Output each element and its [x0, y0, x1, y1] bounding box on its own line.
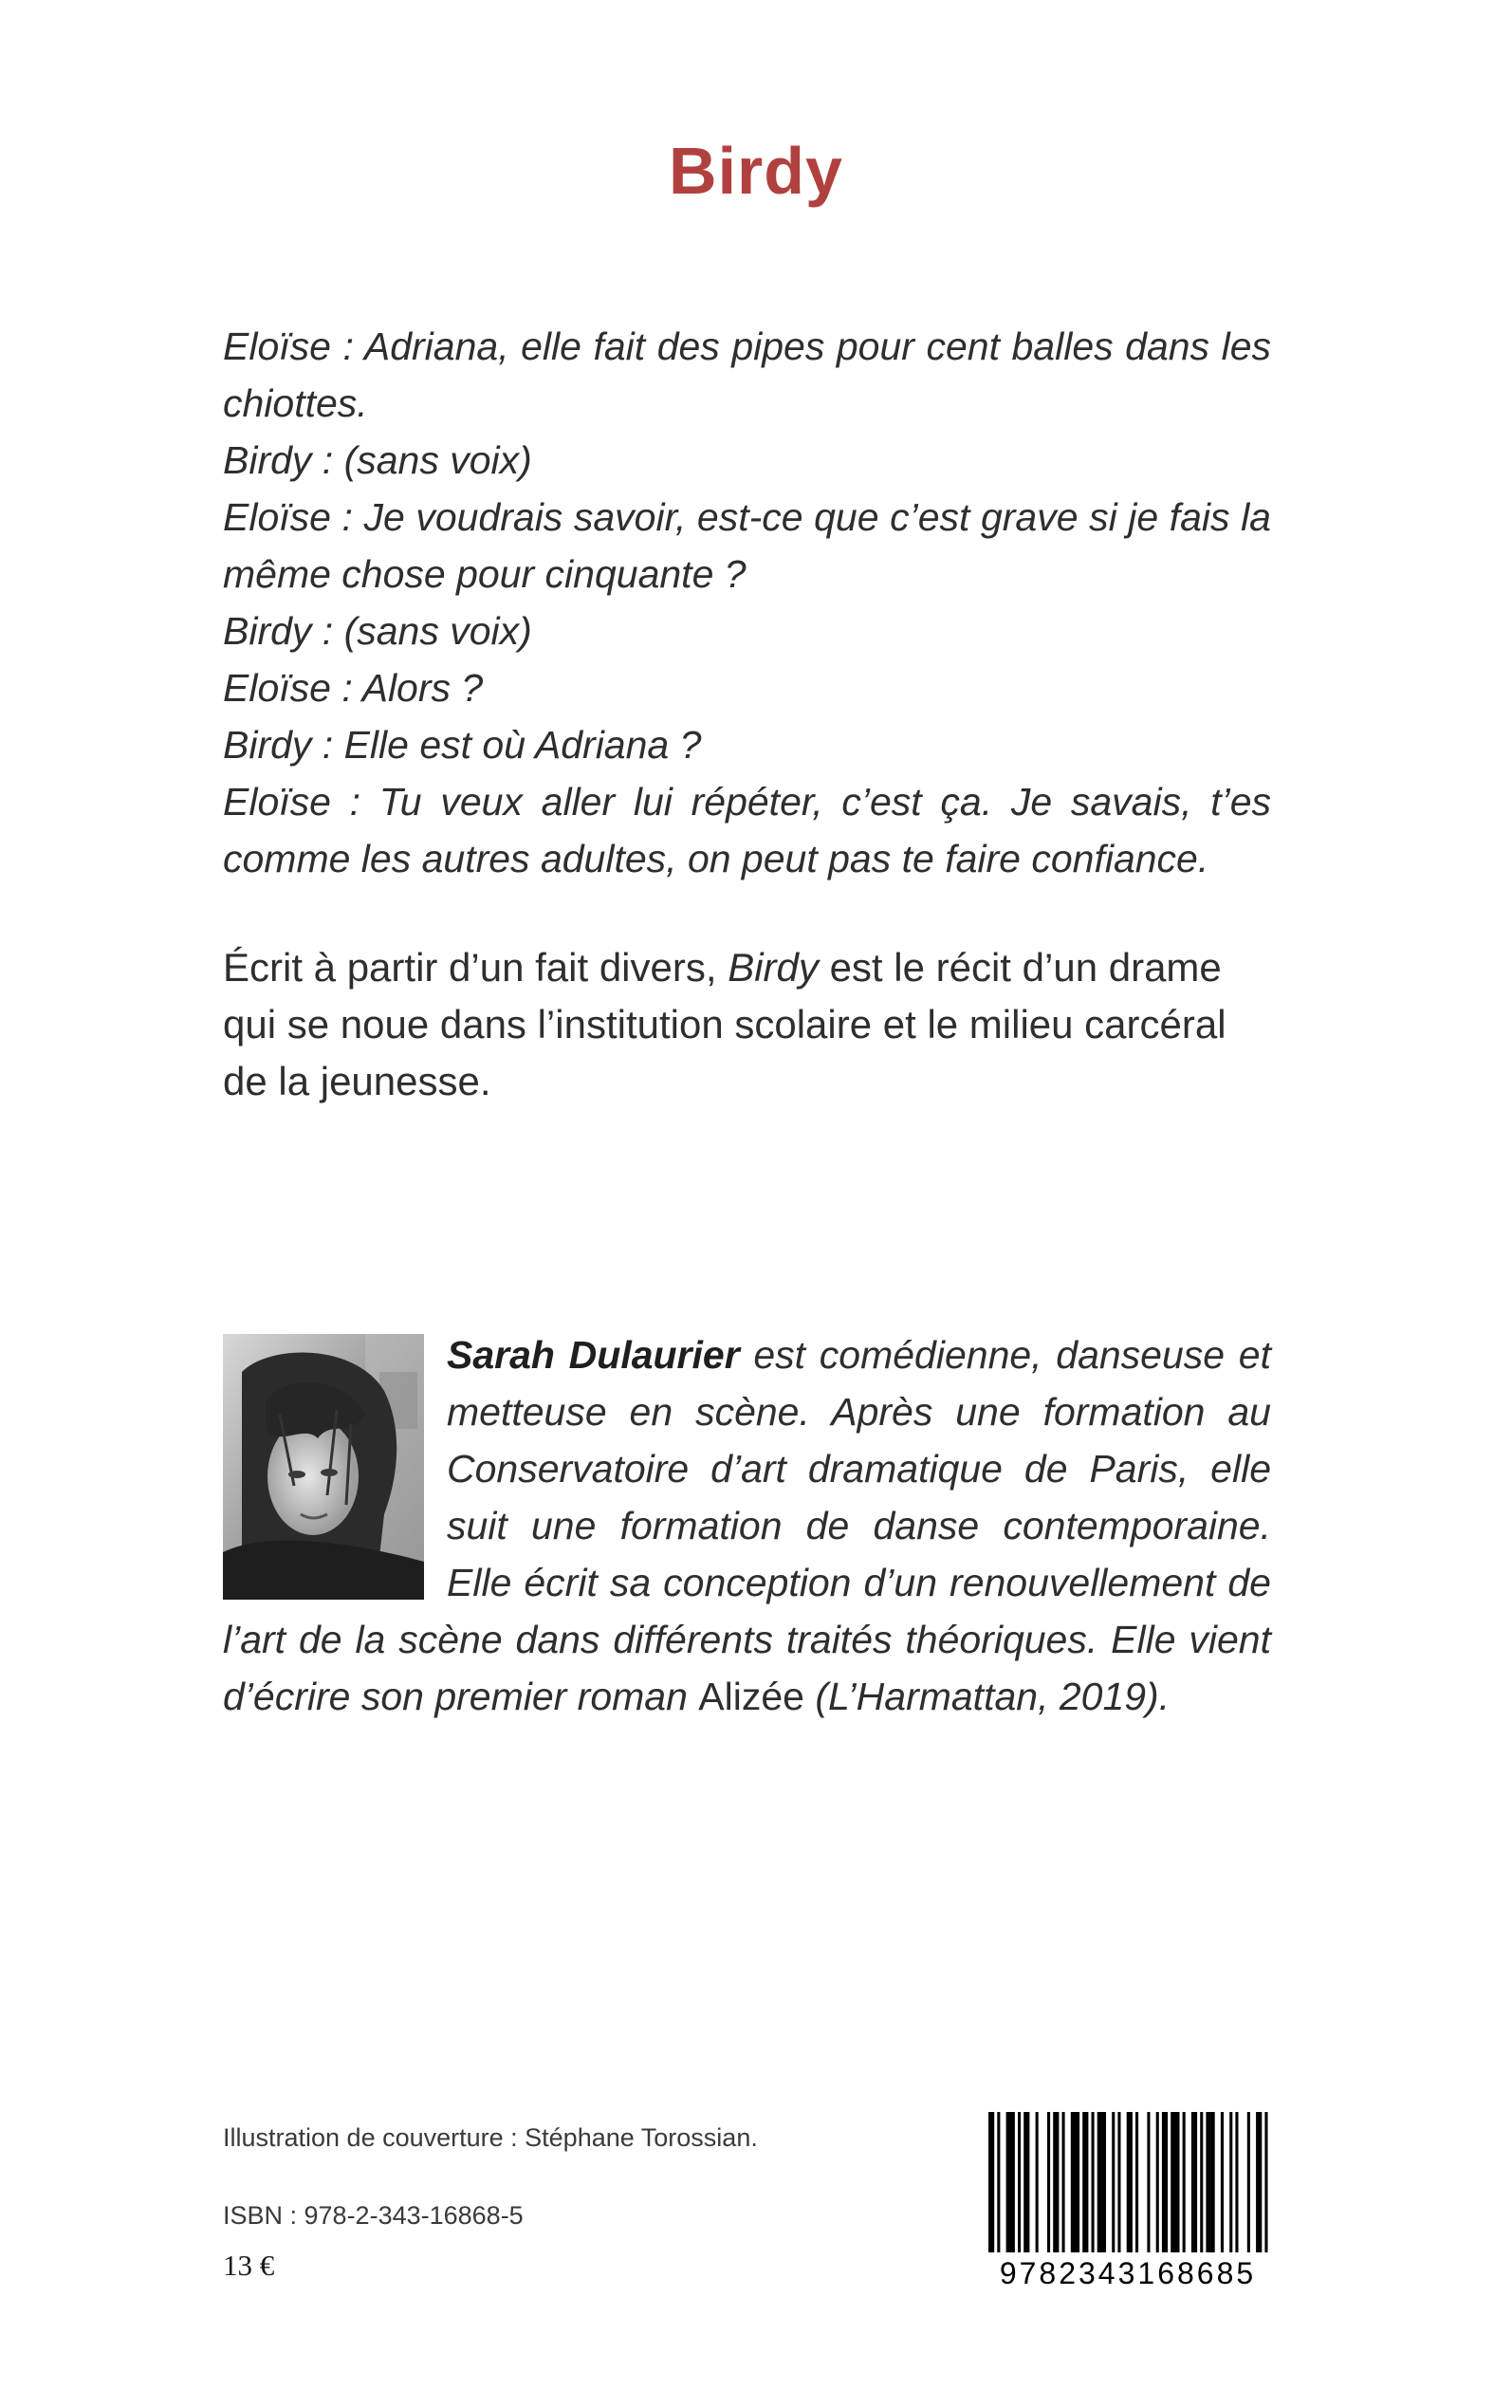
barcode-bar	[1229, 2112, 1232, 2254]
excerpt-line: Birdy : Elle est où Adriana ?	[223, 723, 702, 767]
barcode-bar	[1053, 2112, 1059, 2254]
barcode-bar	[988, 2112, 994, 2254]
barcode-bar	[1206, 2112, 1214, 2254]
isbn: ISBN : 978-2-343-16868-5	[223, 2201, 524, 2230]
barcode-bar	[1191, 2112, 1197, 2254]
dialogue-excerpt	[223, 318, 1271, 887]
book-summary	[223, 939, 1271, 1110]
barcode-bar	[1156, 2112, 1159, 2254]
barcode-bar	[1200, 2112, 1203, 2254]
bio-text: est comédienne, danseuse et metteuse en scène. Après une formation au Conservatoire d’art dramatique de Paris, elle suit une formation de danse contemporaine. Elle écrit sa conception d’un renouvellement de l’art de la scène dans différents traités théoriques. Elle vient d’écrire son premier roman	[223, 1333, 1271, 1718]
excerpt-line: Birdy : (sans voix)	[223, 609, 532, 653]
barcode-bar	[1183, 2112, 1186, 2254]
barcode-bar	[1264, 2112, 1267, 2254]
barcode-bar	[997, 2112, 1000, 2254]
author-name: Sarah Dulaurier	[447, 1333, 740, 1377]
book-title: Birdy	[669, 134, 843, 208]
barcode-bar	[1135, 2112, 1138, 2254]
barcode-bar	[1117, 2112, 1120, 2254]
barcode-bar	[1018, 2112, 1021, 2254]
author-bio	[223, 1326, 1271, 1725]
barcode-bar	[1247, 2112, 1250, 2254]
barcode-bar	[1062, 2112, 1065, 2254]
author-portrait-image	[223, 1334, 424, 1600]
barcode-bar	[1023, 2112, 1029, 2254]
excerpt-line: Eloïse : Alors ?	[223, 666, 484, 710]
barcode-bar	[1047, 2112, 1050, 2254]
barcode-bar	[1006, 2112, 1015, 2254]
barcode-bar	[1112, 2112, 1115, 2254]
price: 13 €	[223, 2249, 275, 2282]
barcode-bar	[1256, 2112, 1262, 2254]
excerpt-line: Eloïse : Adriana, elle fait des pipes pour cent balles dans les chiottes.	[223, 324, 1271, 425]
barcode-bar	[1097, 2112, 1106, 2254]
summary-text-before: Écrit à partir d’un fait divers,	[223, 945, 728, 990]
excerpt-line: Eloïse : Tu veux aller lui répéter, c’est ça. Je savais, t’es comme les autres adultes, on peut pas te faire confiance.	[223, 780, 1271, 880]
cover-illustration-credit: Illustration de couverture : Stéphane Torossian.	[223, 2123, 758, 2152]
barcode-bar	[1147, 2112, 1150, 2254]
excerpt-line: Eloïse : Je voudrais savoir, est-ce que c’est grave si je fais la même chose pour cinquante ?	[223, 495, 1271, 596]
publisher-info: (L’Harmattan, 2019).	[803, 1675, 1171, 1718]
barcode-bar	[1127, 2112, 1133, 2254]
barcode	[983, 2110, 1273, 2300]
summary-text-after: est le récit d’un drame qui se noue dans l’institution scolaire et le milieu carcéral de la jeunesse.	[223, 945, 1226, 1103]
barcode-bar	[1092, 2112, 1095, 2254]
barcode-bar	[1162, 2112, 1168, 2254]
barcode-bar	[1036, 2112, 1039, 2254]
novel-title: Alizée	[698, 1675, 804, 1718]
barcode-bar	[1071, 2112, 1079, 2254]
barcode-digits: 9782343168685	[983, 2252, 1273, 2294]
summary-title: Birdy	[728, 945, 819, 990]
barcode-bar	[1082, 2112, 1088, 2254]
barcode-bar	[1171, 2112, 1179, 2254]
barcode-bar	[1235, 2112, 1238, 2254]
barcode-bar	[1221, 2112, 1224, 2254]
excerpt-line: Birdy : (sans voix)	[223, 438, 532, 482]
author-photo	[223, 1334, 424, 1600]
